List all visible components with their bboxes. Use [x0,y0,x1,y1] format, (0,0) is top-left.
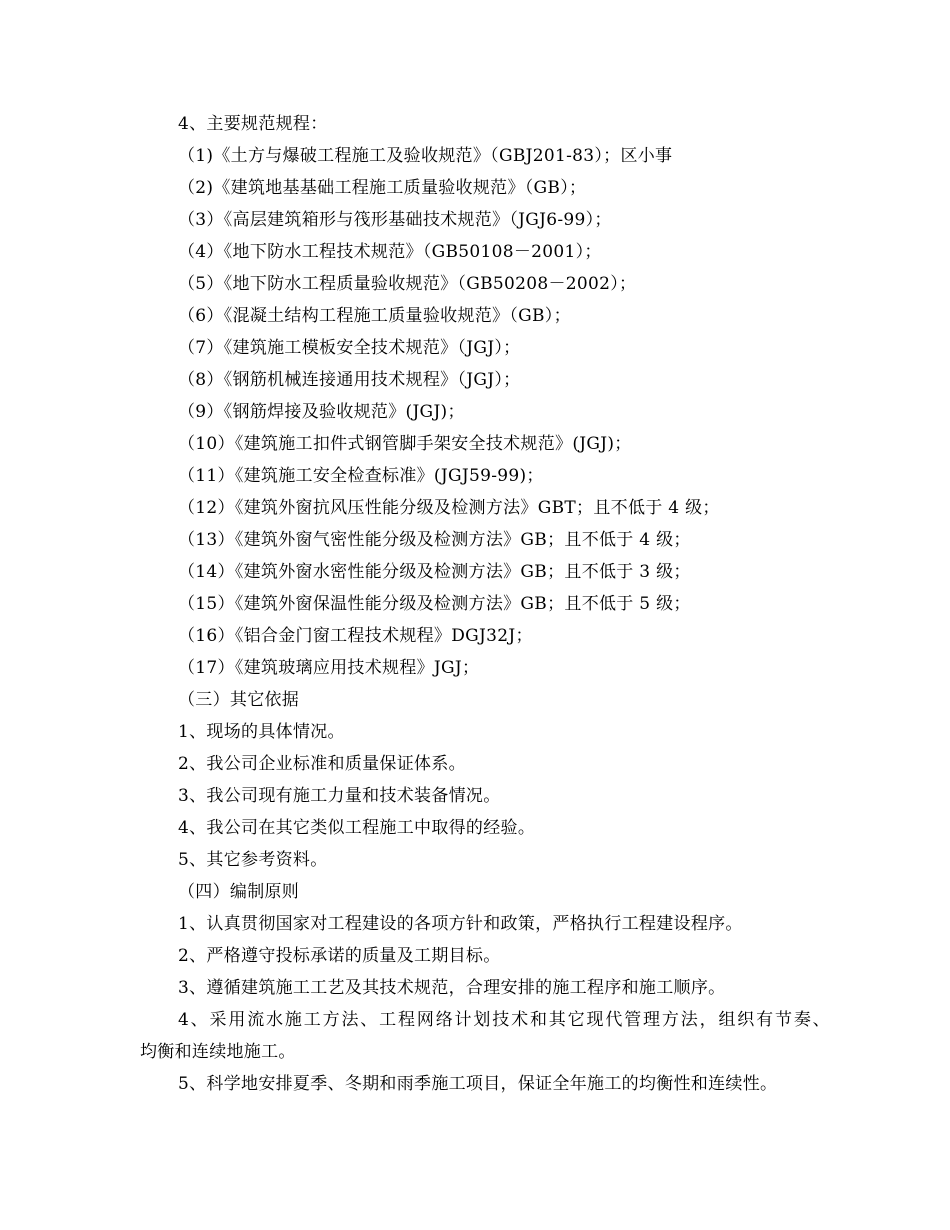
other-basis-item-2: 2、我公司企业标准和质量保证体系。 [178,754,466,774]
regulation-item-8: （8）《钢筋机械连接通用技术规程》（JGJ）； [178,370,521,390]
other-basis-item-1: 1、现场的具体情况。 [178,722,345,742]
regulation-item-3: （3）《高层建筑箱形与筏形基础技术规范》（JGJ6-99）； [178,210,612,230]
other-basis-item-4: 4、我公司在其它类似工程施工中取得的经验。 [178,818,536,838]
regulation-item-14: （14）《建筑外窗水密性能分级及检测方法》GB；且不低于 3 级； [178,562,691,582]
regulation-item-5: （5）《地下防水工程质量验收规范》（GB50208－2002）； [178,274,637,294]
regulation-item-1: （1)《土方与爆破工程施工及验收规范》（GBJ201-83）；区小事 [178,146,673,166]
regulation-item-6: （6）《混凝土结构工程施工质量验收规范》（GB）； [178,306,571,326]
regulation-item-9: （9）《钢筋焊接及验收规范》(JGJ)； [178,402,465,422]
regulation-item-11: （11）《建筑施工安全检查标准》(JGJ59-99)； [178,466,544,486]
document-page [140,108,830,1100]
regulation-item-7: （7）《建筑施工模板安全技术规范》（JGJ）； [178,338,521,358]
principle-item-5: 5、科学地安排夏季、冬期和雨季施工项目，保证全年施工的均衡性和连续性。 [178,1074,778,1094]
principle-item-2: 2、严格遵守投标承诺的质量及工期目标。 [178,946,501,966]
other-basis-item-5: 5、其它参考资料。 [178,850,328,870]
regulation-item-4: （4）《地下防水工程技术规范》（GB50108－2001）； [178,242,602,262]
principle-item-1: 1、认真贯彻国家对工程建设的各项方针和政策，严格执行工程建设程序。 [178,914,743,934]
other-basis-item-3: 3、我公司现有施工力量和技术装备情况。 [178,786,501,806]
regulation-item-10: （10）《建筑施工扣件式钢管脚手架安全技术规范》(JGJ)； [178,434,632,454]
principle-item-4: 4、采用流水施工方法、工程网络计划技术和其它现代管理方法，组织有节奏、 [178,1010,830,1030]
regulation-item-16: （16）《铝合金门窗工程技术规程》DGJ32J； [178,626,533,646]
regulation-item-2: （2)《建筑地基基础工程施工质量验收规范》（GB）； [178,178,587,198]
regulation-item-15: （15）《建筑外窗保温性能分级及检测方法》GB；且不低于 5 级； [178,594,691,614]
regulation-item-17: （17）《建筑玻璃应用技术规程》JGJ； [178,658,480,678]
section-heading-other-basis: （三）其它依据 [178,690,300,710]
section-heading-regulations: 4、主要规范规程： [178,114,328,134]
section-heading-principles: （四）编制原则 [178,882,300,902]
principle-item-4-continued: 均衡和连续地施工。 [140,1042,296,1062]
regulation-item-13: （13）《建筑外窗气密性能分级及检测方法》GB；且不低于 4 级； [178,530,691,550]
regulation-item-12: （12）《建筑外窗抗风压性能分级及检测方法》GBT；且不低于 4 级； [178,498,720,518]
principle-item-3: 3、遵循建筑施工工艺及其技术规范，合理安排的施工程序和施工顺序。 [178,978,726,998]
